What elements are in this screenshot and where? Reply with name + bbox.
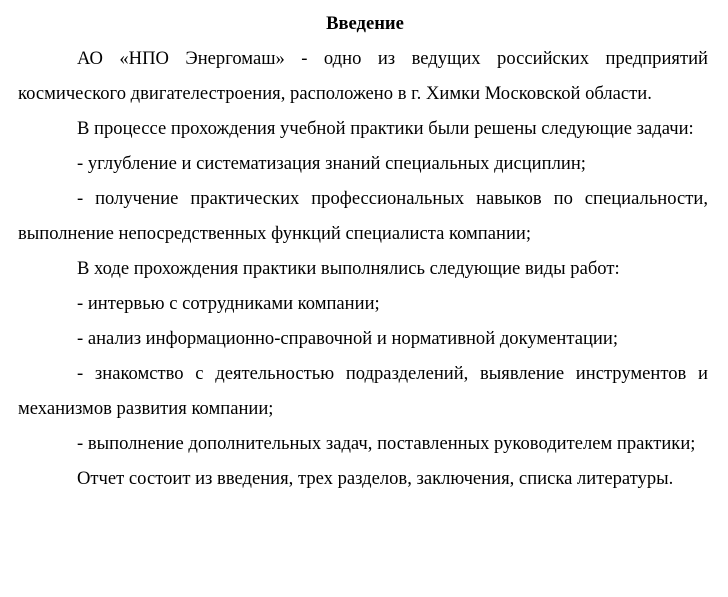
list-item-task-2: - получение практических профессиональных навыков по специальности, выполнение непосредственных функций специалиста компании;: [18, 188, 708, 244]
list-item-work-3: - знакомство с деятельностью подразделений, выявление инструментов и механизмов развития компании;: [18, 363, 708, 419]
list-item-work-2: - анализ информационно-справочной и нормативной документации;: [77, 328, 618, 349]
paragraph-intro: АО «НПО Энергомаш» - одно из ведущих российских предприятий космического двигателестроения, расположено в г. Химки Московской области.: [18, 48, 708, 104]
document-title: Введение: [326, 13, 404, 34]
paragraph-tasks-heading: В процессе прохождения учебной практики были решены следующие задачи:: [77, 118, 694, 139]
list-item-work-1: - интервью с сотрудниками компании;: [77, 293, 380, 314]
paragraph-works-heading: В ходе прохождения практики выполнялись следующие виды работ:: [77, 258, 620, 279]
paragraph-report-structure: Отчет состоит из введения, трех разделов, заключения, списка литературы.: [77, 468, 674, 489]
list-item-work-4: - выполнение дополнительных задач, поставленных руководителем практики;: [77, 433, 696, 454]
list-item-task-1: - углубление и систематизация знаний специальных дисциплин;: [77, 153, 586, 174]
